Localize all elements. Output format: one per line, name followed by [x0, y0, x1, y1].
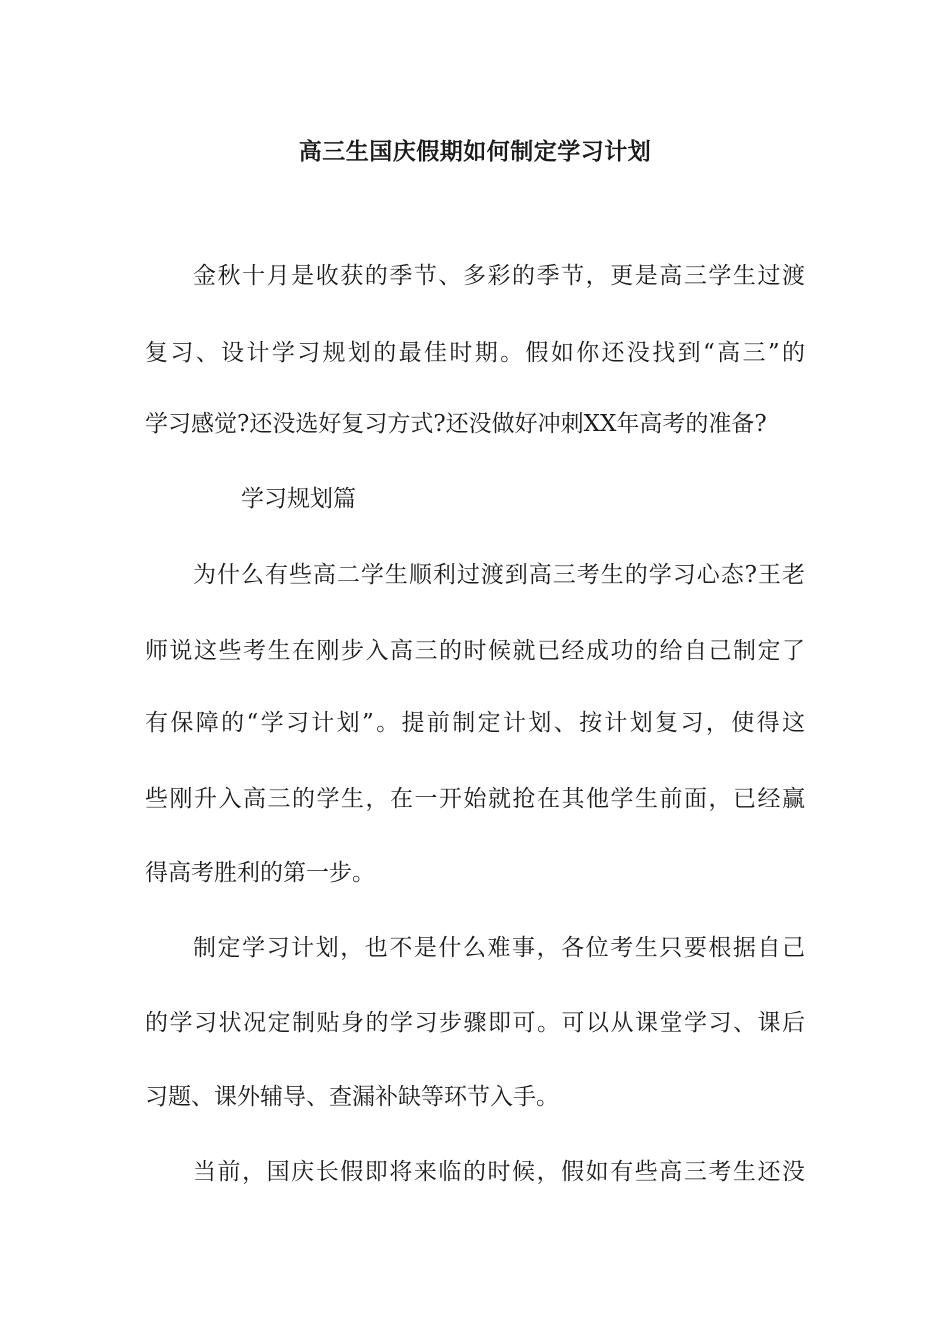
paragraph-2-line-2: 师说这些考生在刚步入高三的时候就已经成功的给自己制定了 — [145, 638, 805, 664]
paragraph-1-line-1: 金秋十月是收获的季节、多彩的季节，更是高三学生过渡 — [193, 263, 805, 289]
paragraph-4-line-1: 当前，国庆长假即将来临的时候，假如有些高三考生还没 — [193, 1159, 805, 1185]
paragraph-3-line-1: 制定学习计划，也不是什么难事，各位考生只要根据自己 — [193, 935, 805, 961]
paragraph-2-line-5: 得高考胜利的第一步。 — [145, 860, 375, 886]
paragraph-3-line-3: 习题、课外辅导、查漏补缺等环节入手。 — [145, 1084, 559, 1110]
paragraph-2-line-3: 有保障的“学习计划”。提前制定计划、按计划复习，使得这 — [145, 710, 805, 736]
paragraph-2-line-1: 为什么有些高二学生顺利过渡到高三考生的学习心态?王老 — [193, 562, 805, 588]
paragraph-1-line-3: 学习感觉?还没选好复习方式?还没做好冲刺XX年高考的准备? — [145, 411, 767, 437]
paragraph-3-line-2: 的学习状况定制贴身的学习步骤即可。可以从课堂学习、课后 — [145, 1010, 805, 1036]
paragraph-2-line-4: 些刚升入高三的学生，在一开始就抢在其他学生前面，已经赢 — [145, 786, 805, 812]
document-title: 高三生国庆假期如何制定学习计划 — [298, 139, 652, 165]
paragraph-1-line-2: 复习、设计学习规划的最佳时期。假如你还没找到“高三”的 — [145, 340, 805, 366]
section-heading: 学习规划篇 — [241, 486, 356, 512]
